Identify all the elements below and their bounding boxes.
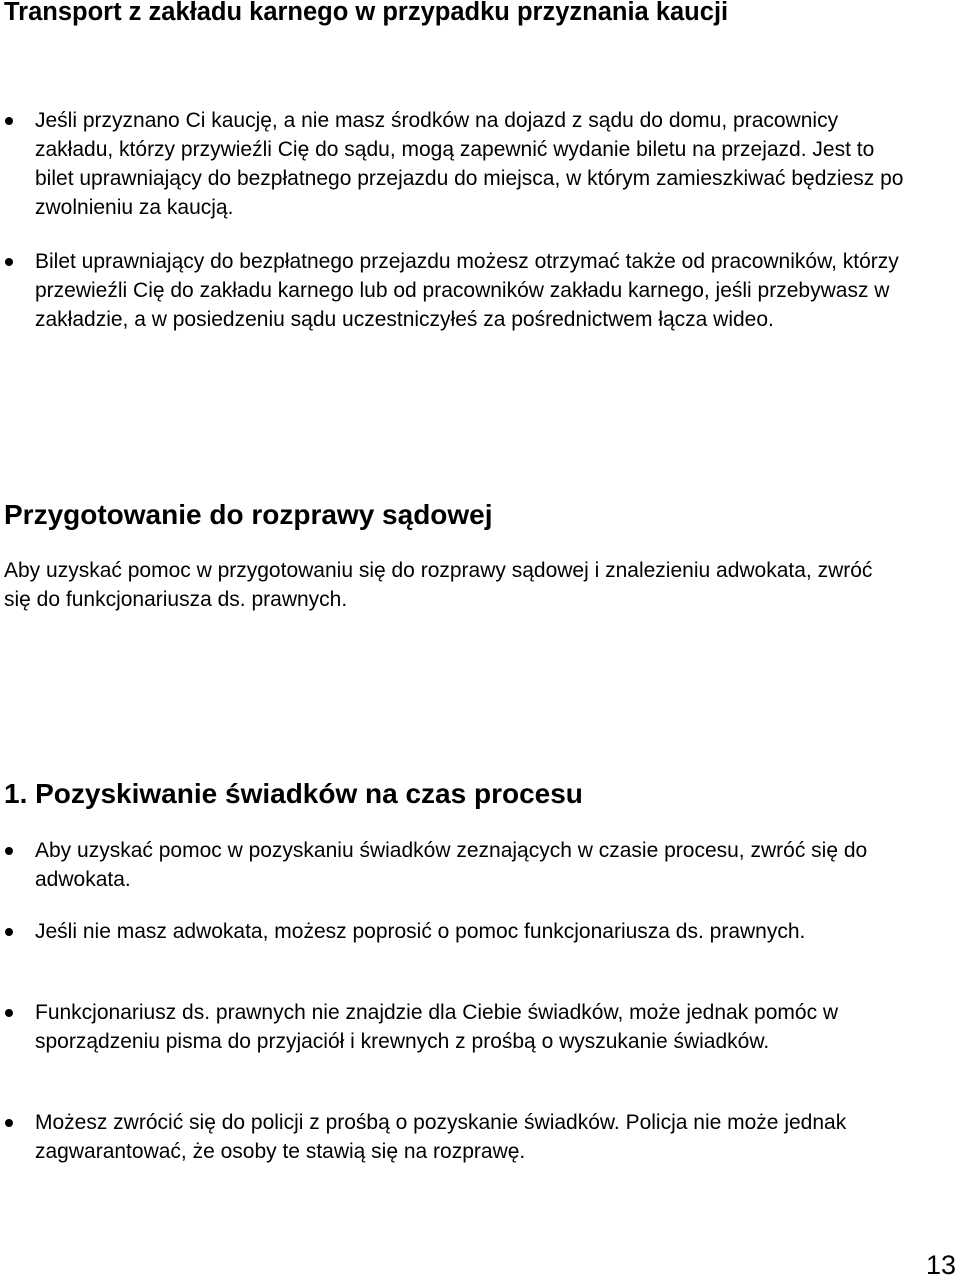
bullet-text: Aby uzyskać pomoc w pozyskaniu świadków zeznających w czasie procesu, zwróć się do adwokata.: [35, 839, 868, 891]
bullet-icon: [5, 847, 13, 855]
bullet-text: Funkcjonariusz ds. prawnych nie znajdzie dla Ciebie świadków, może jednak pomóc w sporządzeniu pisma do przyjaciół i krewnych z prośbą o wyszukanie świadków.: [35, 1001, 839, 1053]
bullet-icon: [5, 117, 13, 125]
section-title-witnesses: 1. Pozyskiwanie świadków na czas procesu: [4, 778, 583, 809]
bullet-icon: [5, 1009, 13, 1017]
bullet-icon: [5, 258, 13, 266]
bullet-text: Możesz zwrócić się do policji z prośbą o pozyskanie świadków. Policja nie może jednak zagwarantować, że osoby te stawią się na rozprawę.: [35, 1111, 847, 1163]
page-number: 13: [925, 1250, 956, 1280]
bullet-text: Bilet uprawniający do bezpłatnego przejazdu możesz otrzymać także od pracowników, którzy przewieźli Cię do zakładu karnego lub od pracowników zakładu karnego, jeśli przebywasz w zakładzie, a w posiedzeniu sądu uczestniczyłeś za pośrednictwem łącza wideo.: [35, 250, 899, 331]
bullet-text: Jeśli przyznano Ci kaucję, a nie masz środków na dojazd z sądu do domu, pracownicy zakładu, którzy przywieźli Cię do sądu, mogą zapewnić wydanie biletu na przejazd. Jest to bilet uprawniający do bezpłatnego przejazdu do miejsca, w którym zamieszkiwać będziesz po zwolnieniu za kaucją.: [35, 109, 904, 219]
bullet-icon: [5, 1119, 13, 1127]
bullet-icon: [5, 928, 13, 936]
bullet-text: Jeśli nie masz adwokata, możesz poprosić o pomoc funkcjonariusza ds. prawnych.: [35, 920, 806, 943]
section-title-court-preparation: Przygotowanie do rozprawy sądowej: [4, 499, 493, 530]
court-preparation-paragraph: Aby uzyskać pomoc w przygotowaniu się do rozprawy sądowej i znalezieniu adwokata, zwróć się do funkcjonariusza ds. prawnych.: [4, 559, 873, 611]
section-title-transport: Transport z zakładu karnego w przypadku przyznania kaucji: [4, 0, 729, 26]
